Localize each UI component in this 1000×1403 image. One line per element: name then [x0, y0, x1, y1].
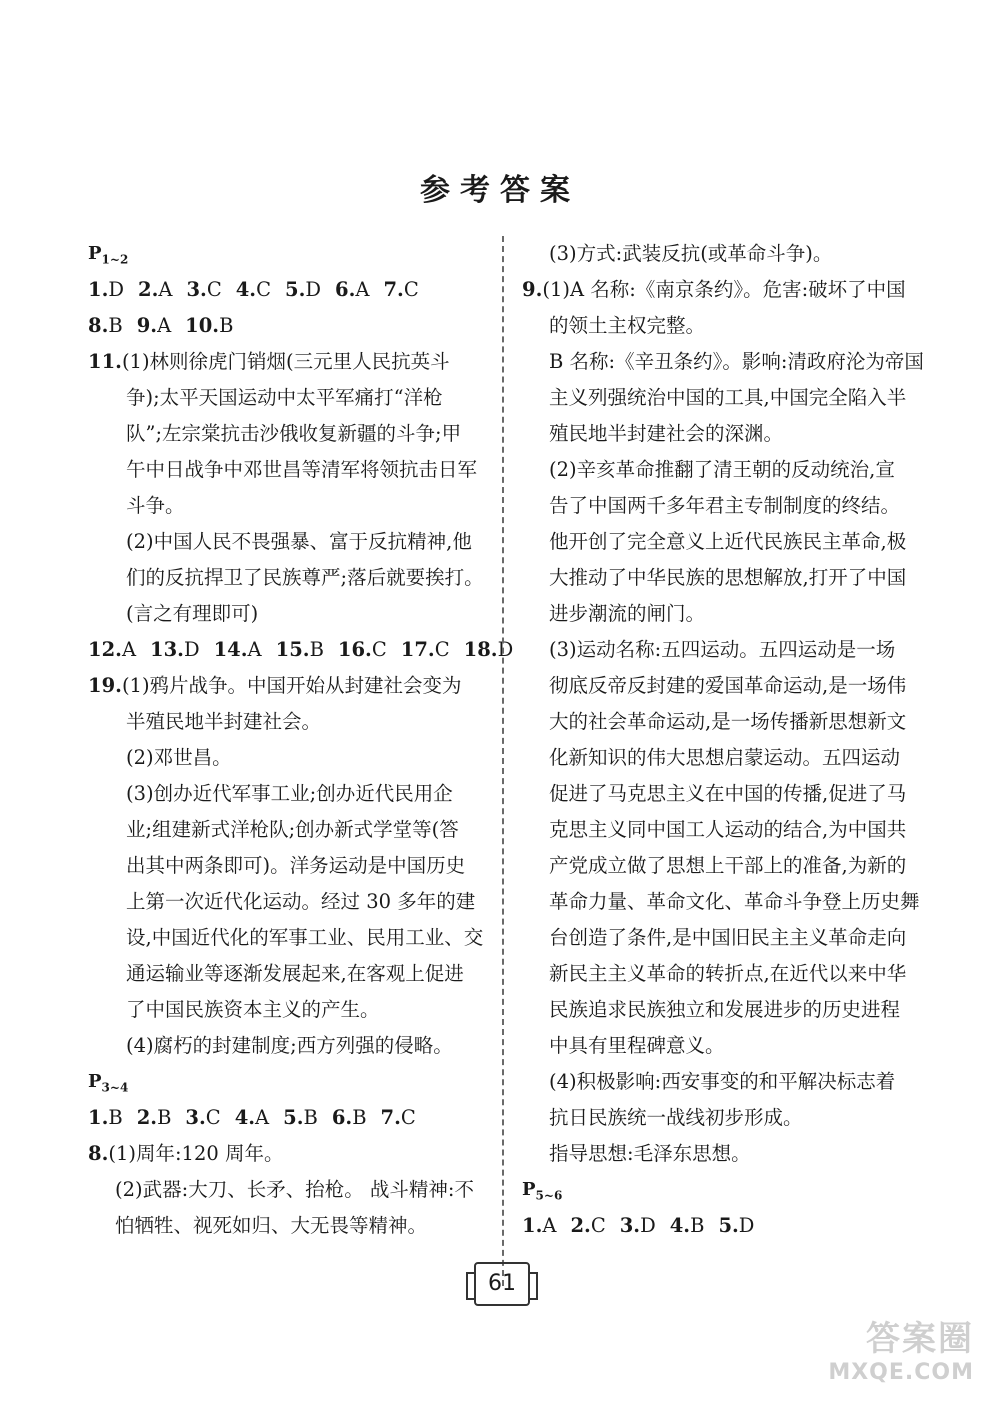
mc-answer — [214, 638, 262, 661]
question-number: 1. — [522, 1214, 543, 1237]
mc-answer — [236, 278, 271, 301]
answer-letter: C — [400, 1106, 416, 1129]
answer-line: 们的反抗捍卫了民族尊严;落后就要挨打。 — [126, 566, 484, 589]
answer-line: (3)运动名称:五四运动。五四运动是一场 — [549, 638, 896, 661]
mc-answer — [718, 1214, 754, 1237]
mc-answer — [401, 638, 450, 661]
question-number: 11. — [88, 350, 122, 373]
page-title: 参考答案 — [420, 173, 580, 208]
question-19 — [88, 668, 492, 1064]
answer-text: (1)林则徐虎门销烟(三元里人民抗英斗 — [121, 350, 450, 373]
answer-line — [88, 1136, 492, 1172]
answer-line: 殖民地半封建社会的深渊。 — [549, 422, 784, 445]
question-number: 4. — [235, 278, 257, 301]
mc-row — [88, 272, 492, 308]
mc-row — [88, 308, 492, 344]
mc-answer — [383, 278, 418, 301]
mc-answer — [88, 1106, 123, 1129]
answer-line: 大的社会革命运动,是一场传播新思想新文 — [549, 710, 907, 733]
mc-answer — [620, 1214, 656, 1237]
question-number: 1. — [88, 1106, 109, 1129]
question-number: 3. — [619, 1214, 641, 1237]
answer-line: 告了中国两千多年君主专制制度的终结。 — [549, 494, 901, 517]
answer-letter: B — [108, 1106, 123, 1129]
question-number: 12. — [88, 638, 122, 661]
answer-letter: B — [219, 314, 234, 337]
mc-answer — [186, 278, 221, 301]
watermark-logo — [828, 1311, 974, 1385]
answer-line: 半殖民地半封建社会。 — [126, 710, 322, 733]
question-number: 13. — [150, 638, 184, 661]
answer-line: (2)邓世昌。 — [126, 746, 232, 769]
question-number: 2. — [138, 278, 159, 301]
continued-answer — [522, 236, 932, 272]
answer-letter: B — [309, 638, 324, 661]
answer-line: 了中国民族资本主义的产生。 — [126, 998, 380, 1021]
answer-letter: D — [108, 278, 124, 301]
answer-letter: A — [355, 278, 370, 301]
answer-letter: A — [158, 278, 173, 301]
answer-letter: B — [108, 314, 123, 337]
answer-line: 促进了马克思主义在中国的传播,促进了马 — [549, 782, 907, 805]
question-number: 18. — [463, 638, 498, 661]
question-number: 6. — [331, 1106, 353, 1129]
question-number: 2. — [570, 1214, 591, 1237]
answer-letter: D — [305, 278, 322, 301]
mc-answer — [670, 1214, 705, 1237]
question-8 — [88, 1136, 492, 1244]
answer-letter: C — [403, 278, 419, 301]
page-number: 61 — [474, 1262, 530, 1306]
left-column — [88, 236, 514, 1244]
mc-answer — [88, 638, 136, 661]
mc-answer — [381, 1106, 416, 1129]
answer-text: (1)周年:120 周年。 — [108, 1142, 284, 1165]
answer-letter: D — [640, 1214, 656, 1237]
answer-line: (3)创办近代军事工业;创办近代民用企 — [126, 782, 453, 805]
answer-line: 怕牺牲、视死如归、大无畏等精神。 — [115, 1214, 428, 1237]
answer-line: 业;组建新式洋枪队;创办新式学堂等(答 — [126, 818, 459, 841]
section-header-p1-2: $P_{1\sim 2}$ — [88, 243, 129, 267]
answer-line: 台创造了条件,是中国旧民主主义革命走向 — [549, 926, 907, 949]
mc-answer — [276, 638, 324, 661]
answer-line: 他开创了完全意义上近代民族民主革命,极 — [549, 530, 907, 553]
watermark-url: MXQE.COM — [828, 1360, 974, 1385]
question-number: 7. — [383, 278, 404, 301]
answer-line: (2)辛亥革命推翻了清王朝的反动统治,宣 — [549, 458, 895, 481]
answer-letter: C — [590, 1214, 606, 1237]
mc-answer — [185, 1106, 220, 1129]
answer-line: 设,中国近代化的军事工业、民用工业、交 — [126, 926, 484, 949]
answer-line — [522, 272, 932, 308]
answer-line: 革命力量、革命文化、革命斗争登上历史舞 — [549, 890, 920, 913]
answer-letter: A — [121, 638, 137, 661]
answer-line: 争);太平天国运动中太平军痛打“洋枪 — [126, 386, 443, 409]
question-number: 6. — [335, 278, 356, 301]
question-number: 19. — [88, 674, 122, 697]
answer-line: (3)方式:武装反抗(或革命斗争)。 — [549, 242, 833, 265]
question-9 — [522, 272, 932, 1172]
answer-letter: A — [247, 638, 262, 661]
mc-answer — [150, 638, 200, 661]
mc-answer — [137, 314, 171, 337]
answer-letter: D — [497, 638, 514, 661]
answer-line: 上第一次近代化运动。经过 30 多年的建 — [126, 890, 476, 913]
answer-line: 通运输业等逐渐发展起来,在客观上促进 — [126, 962, 464, 985]
question-number: 3. — [185, 1106, 206, 1129]
answer-letter: A — [157, 314, 172, 337]
mc-answer — [185, 314, 233, 337]
answer-letter: A — [542, 1214, 557, 1237]
answer-line: 队”;左宗棠抗击沙俄收复新疆的斗争;甲 — [126, 422, 462, 445]
mc-answer — [464, 638, 514, 661]
section-header-p5-6: $P_{5\sim 6}$ — [522, 1179, 563, 1203]
mc-answer — [235, 1106, 269, 1129]
question-number: 8. — [88, 1142, 109, 1165]
right-column — [522, 236, 932, 1244]
answer-line: 进步潮流的闸门。 — [549, 602, 706, 625]
question-number: 15. — [275, 638, 310, 661]
mc-answer — [138, 278, 172, 301]
question-number: 7. — [380, 1106, 401, 1129]
mc-answer — [522, 1214, 556, 1237]
answer-letter: A — [255, 1106, 270, 1129]
answer-letter: B — [157, 1106, 172, 1129]
answer-line: 彻底反帝反封建的爱国革命运动,是一场伟 — [549, 674, 907, 697]
answer-letter: C — [256, 278, 272, 301]
answer-letter: B — [690, 1214, 705, 1237]
answer-line — [88, 344, 492, 380]
answer-letter: D — [183, 638, 200, 661]
answer-line: (4)积极影响:西安事变的和平解决标志着 — [549, 1070, 896, 1093]
question-number: 8. — [88, 314, 109, 337]
section-header-p3-4: $P_{3\sim 4}$ — [88, 1071, 129, 1095]
question-number: 14. — [213, 638, 248, 661]
answer-line: 斗争。 — [126, 494, 185, 517]
answer-line: 主义列强统治中国的工具,中国完全陷入半 — [549, 386, 907, 409]
answer-letter: C — [434, 638, 450, 661]
answer-line: 抗日民族统一战线初步形成。 — [549, 1106, 803, 1129]
question-number: 5. — [718, 1214, 739, 1237]
mc-answer — [335, 278, 369, 301]
answer-line: 午中日战争中邓世昌等清军将领抗击日军 — [126, 458, 478, 481]
answer-line: (言之有理即可) — [126, 602, 259, 625]
question-number: 16. — [337, 638, 372, 661]
column-divider — [502, 236, 504, 1286]
question-number: 5. — [285, 278, 306, 301]
question-number: 10. — [185, 314, 220, 337]
answer-letter: C — [205, 1106, 221, 1129]
question-number: 2. — [136, 1106, 158, 1129]
answer-line: 产党成立做了思想上干部上的准备,为新的 — [549, 854, 907, 877]
answer-line: 民族追求民族独立和发展进步的历史进程 — [549, 998, 901, 1021]
mc-answer — [88, 278, 124, 301]
answer-line: (2)中国人民不畏强暴、富于反抗精神,他 — [126, 530, 472, 553]
answer-line: 新民主主义革命的转折点,在近代以来中华 — [549, 962, 907, 985]
question-number: 4. — [669, 1214, 691, 1237]
question-number: 17. — [400, 638, 435, 661]
answer-line: 克思主义同中国工人运动的结合,为中国共 — [549, 818, 907, 841]
answer-line: (2)武器:大刀、长矛、抬枪。 战斗精神:不 — [115, 1178, 474, 1201]
mc-answer — [338, 638, 387, 661]
answer-line: 指导思想:毛泽东思想。 — [549, 1142, 751, 1165]
answer-text: (1)A 名称:《南京条约》。危害:破坏了中国 — [542, 278, 906, 301]
answer-letter: B — [303, 1106, 318, 1129]
mc-answer — [88, 314, 123, 337]
question-number: 9. — [136, 314, 158, 337]
question-11 — [88, 344, 492, 632]
answer-letter: C — [206, 278, 222, 301]
mc-answer — [570, 1214, 605, 1237]
answer-line: (4)腐朽的封建制度;西方列强的侵略。 — [126, 1034, 453, 1057]
question-number: 5. — [283, 1106, 304, 1129]
question-number: 1. — [88, 278, 109, 301]
answer-line: B 名称:《辛丑条约》。影响:清政府沦为帝国 — [549, 350, 924, 373]
answer-line: 中具有里程碑意义。 — [549, 1034, 725, 1057]
answer-letter: B — [352, 1106, 367, 1129]
question-number: 3. — [186, 278, 207, 301]
question-number: 4. — [234, 1106, 256, 1129]
mc-row — [88, 632, 514, 668]
mc-row — [88, 1100, 492, 1136]
mc-row — [522, 1208, 932, 1244]
answer-line: 化新知识的伟大思想启蒙运动。五四运动 — [549, 746, 901, 769]
answer-line: 出其中两条即可)。洋务运动是中国历史 — [126, 854, 466, 877]
answer-line: 的领土主权完整。 — [549, 314, 706, 337]
answer-line — [88, 668, 492, 704]
watermark-logo-text: 答案圈 — [866, 1319, 974, 1359]
mc-answer — [283, 1106, 318, 1129]
answer-letter: D — [738, 1214, 755, 1237]
mc-answer — [285, 278, 321, 301]
answer-text: (1)鸦片战争。中国开始从封建社会变为 — [121, 674, 462, 697]
answer-letter: C — [371, 638, 387, 661]
question-number: 9. — [522, 278, 543, 301]
mc-answer — [137, 1106, 172, 1129]
mc-answer — [332, 1106, 367, 1129]
answer-line: 大推动了中华民族的思想解放,打开了中国 — [549, 566, 907, 589]
